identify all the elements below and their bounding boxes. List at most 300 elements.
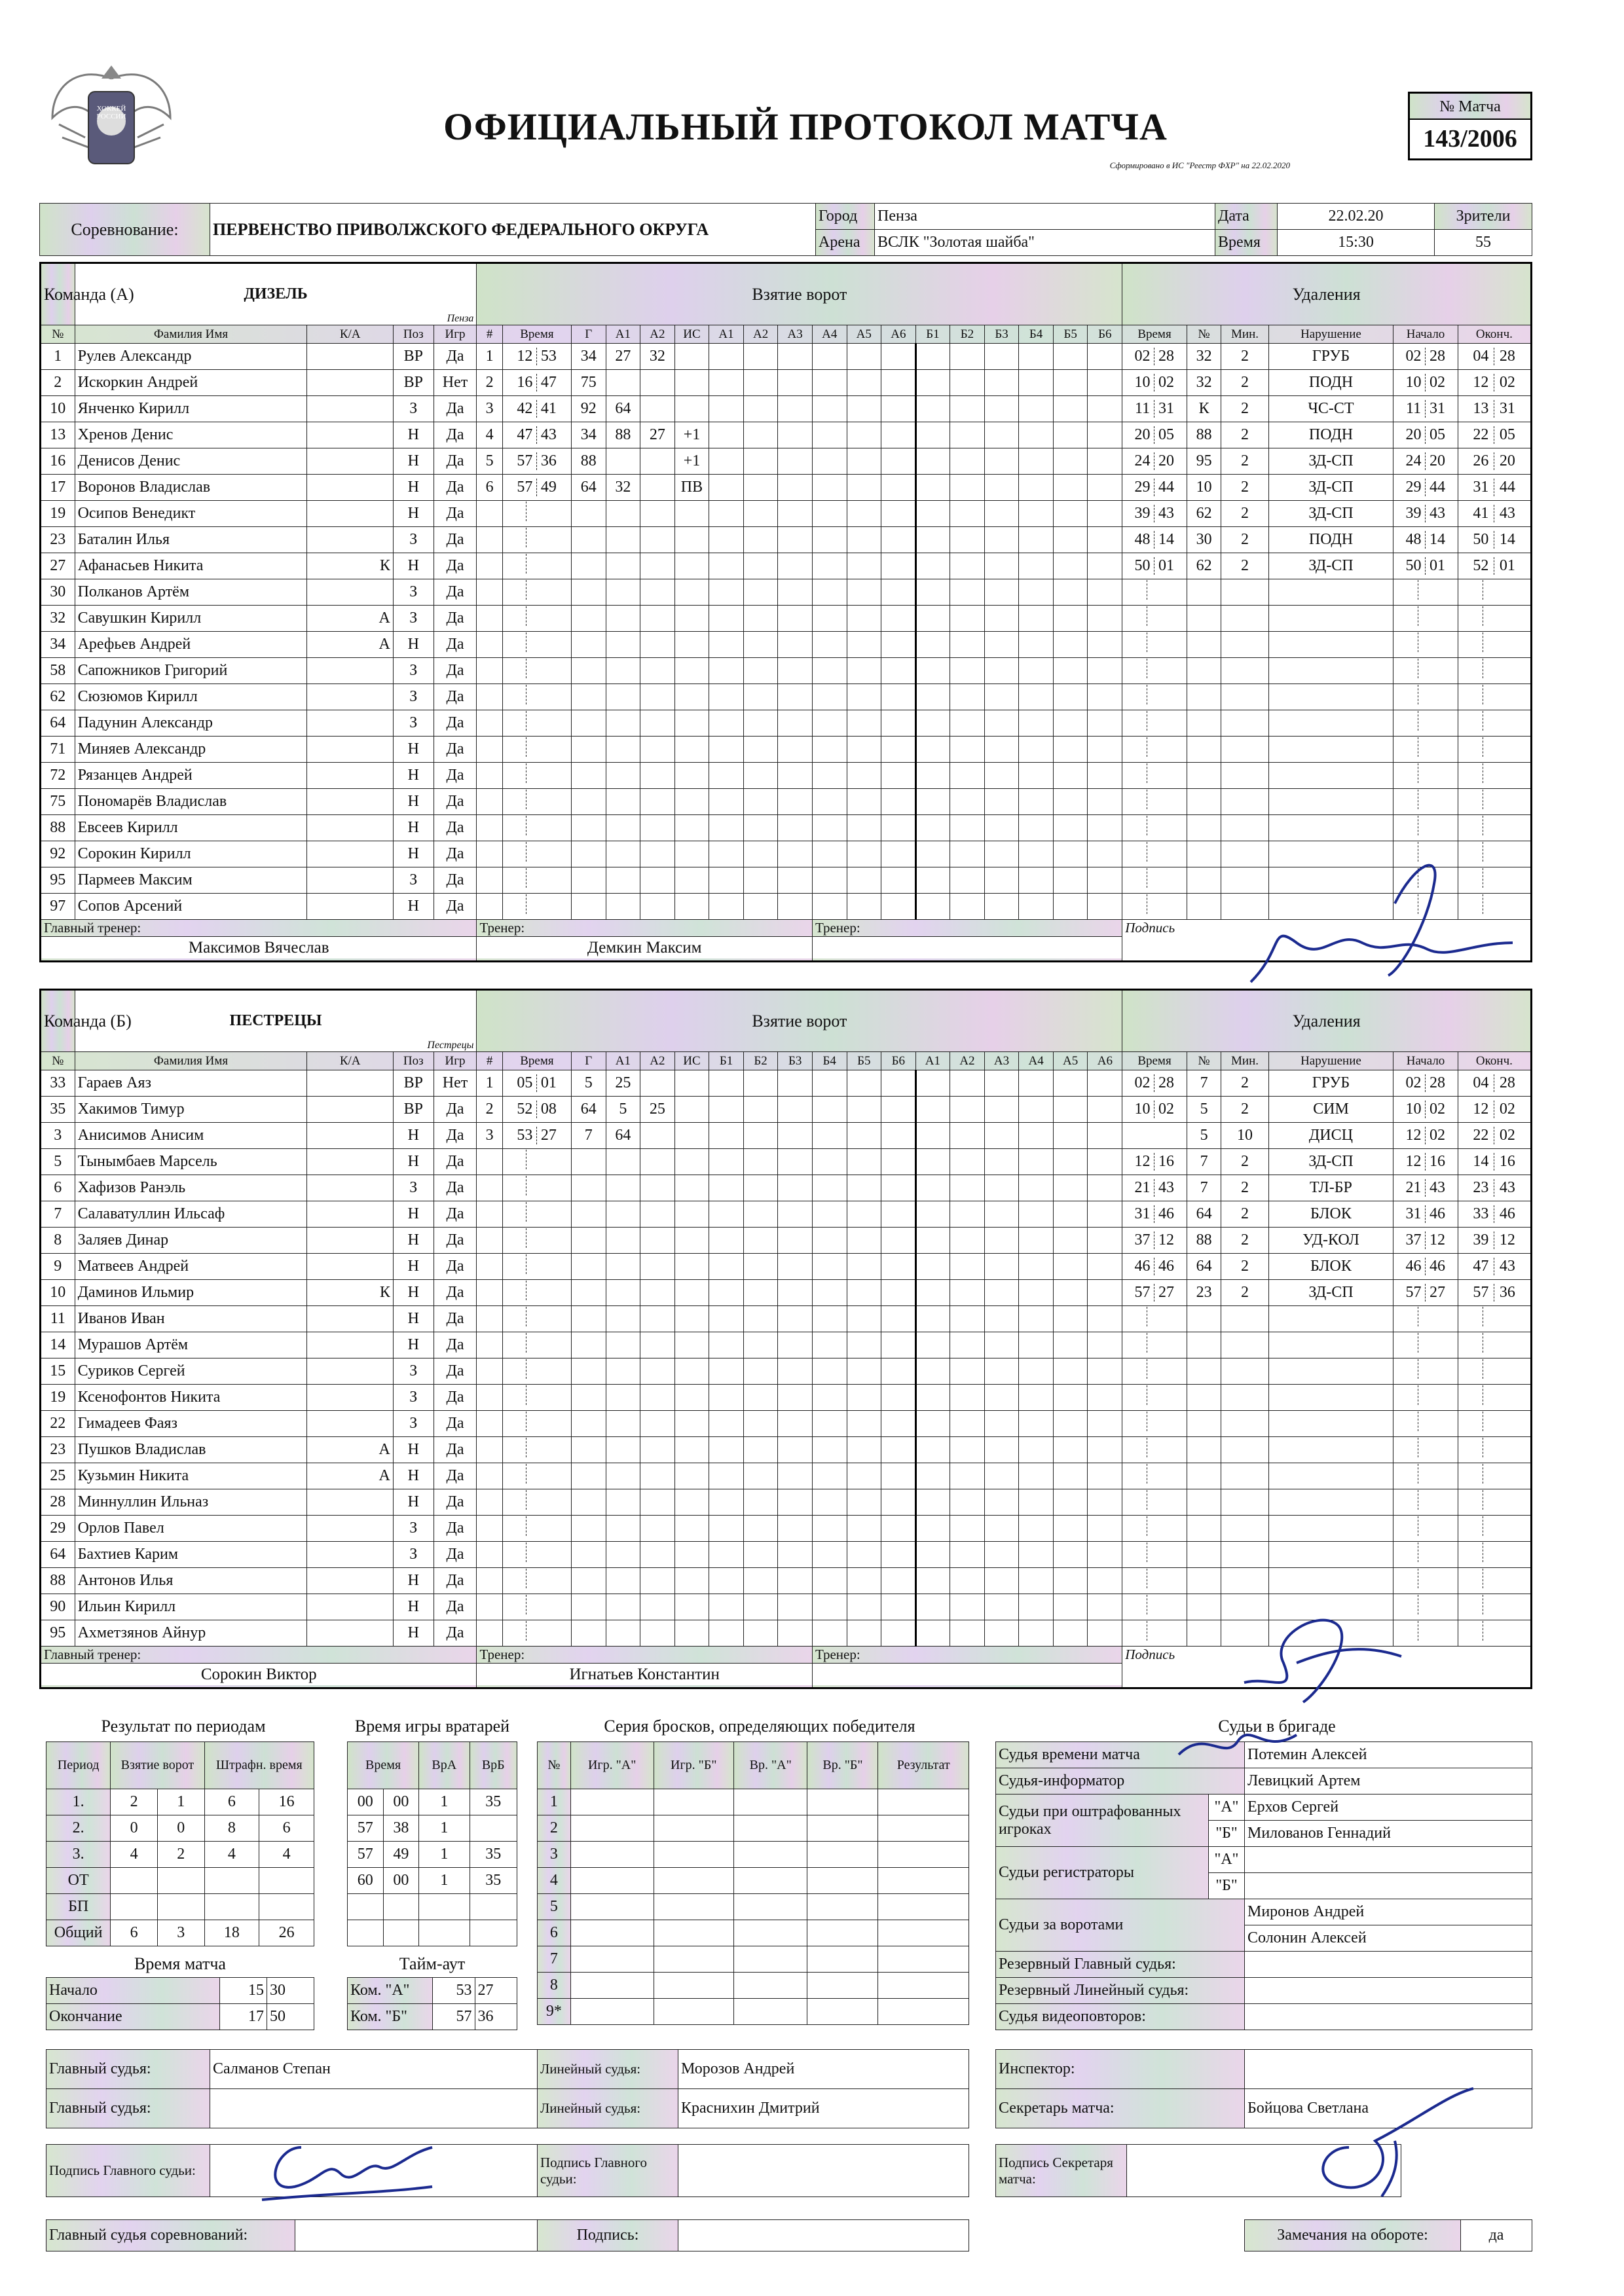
pen-end-sec: 16 <box>1499 1153 1515 1170</box>
player-played: Да <box>434 867 477 894</box>
shootout-no: 4 <box>538 1868 571 1894</box>
player-pos: Н <box>393 1228 434 1254</box>
player-ka <box>307 1411 393 1437</box>
player-pos: Н <box>393 1123 434 1149</box>
player-row <box>41 1175 1532 1201</box>
gk-min: 57 <box>348 1815 384 1842</box>
goal-no: 4 <box>477 422 502 448</box>
player-ka <box>307 1620 393 1647</box>
player-name: Пономарёв Владислав <box>75 789 307 815</box>
pen-minutes: 2 <box>1221 1254 1268 1280</box>
pen-start <box>1393 396 1458 422</box>
teamB-coach-cell <box>477 1647 813 1688</box>
player-played: Да <box>434 1542 477 1568</box>
player-ka <box>307 422 393 448</box>
gk-b <box>470 1815 517 1842</box>
notes-value: да <box>1461 2220 1532 2251</box>
player-row <box>41 1358 1532 1385</box>
pen-player: 5 <box>1187 1097 1221 1123</box>
pen-time <box>1122 475 1187 501</box>
player-name: Тынымбаев Марсель <box>75 1149 307 1175</box>
teamA-h-ice-a-2: А3 <box>778 325 813 344</box>
player-number: 10 <box>41 396 75 422</box>
player-pos: Н <box>393 553 434 579</box>
teamB-h-ice-b-4: А5 <box>1053 1052 1088 1070</box>
goal-scorer: 7 <box>572 1123 606 1149</box>
teamA-h-pn_start: Начало <box>1393 325 1458 344</box>
player-row <box>41 1254 1532 1280</box>
pen-start-sec: 43 <box>1430 505 1446 522</box>
teamB-head-coach: Сорокин Виктор <box>41 1663 476 1685</box>
spectators-label: Зрители <box>1435 204 1532 230</box>
pen-player: 23 <box>1187 1280 1221 1306</box>
pen-end <box>1458 1070 1531 1097</box>
player-row <box>41 527 1532 553</box>
teamB-h-g_a2: А2 <box>640 1052 675 1070</box>
pen-minutes: 2 <box>1221 422 1268 448</box>
pen-infraction: ПОДН <box>1268 422 1393 448</box>
spectators: 55 <box>1435 230 1532 256</box>
pen-sec: 05 <box>1158 426 1175 443</box>
teamB-table <box>39 989 1532 1689</box>
player-row <box>41 763 1532 789</box>
goal-a1: 64 <box>606 396 640 422</box>
competition-label: Соревнование: <box>40 204 210 256</box>
pen-start-sec: 28 <box>1430 348 1446 365</box>
informer: Левицкий Артем <box>1245 1768 1532 1795</box>
player-played: Да <box>434 1332 477 1358</box>
player-number: 25 <box>41 1463 75 1489</box>
player-ka <box>307 1542 393 1568</box>
goal-is <box>674 370 709 396</box>
goal-time <box>502 1070 571 1097</box>
pen-end <box>1458 1123 1531 1149</box>
player-number: 92 <box>41 841 75 867</box>
teamA-h-ice-b-2: Б3 <box>984 325 1019 344</box>
player-played: Нет <box>434 370 477 396</box>
player-ka <box>307 1516 393 1542</box>
period-pim-a: 8 <box>204 1815 259 1842</box>
reg-label: Судьи регистраторы <box>996 1847 1209 1899</box>
player-ka <box>307 789 393 815</box>
period-goals-b: 2 <box>157 1842 204 1868</box>
player-row <box>41 1411 1532 1437</box>
player-name: Матвеев Андрей <box>75 1254 307 1280</box>
player-row <box>41 396 1532 422</box>
signature-secretary <box>1283 2082 1500 2200</box>
reg-b <box>1245 1873 1532 1899</box>
player-number: 33 <box>41 1070 75 1097</box>
player-played: Да <box>434 737 477 763</box>
pen-time <box>1122 1201 1187 1228</box>
player-ka <box>307 1489 393 1516</box>
player-ka <box>307 684 393 710</box>
player-name: Пармеев Максим <box>75 867 307 894</box>
timeout-a-m: 53 <box>433 1978 475 2004</box>
pen-minutes: 2 <box>1221 344 1268 370</box>
gk-sec: 49 <box>383 1842 419 1868</box>
pen-minutes: 2 <box>1221 475 1268 501</box>
period-goals-b <box>157 1894 204 1920</box>
player-name: Хакимов Тимур <box>75 1097 307 1123</box>
periods-h-goals: Взятие ворот <box>111 1742 204 1789</box>
pen-sec: 46 <box>1158 1258 1175 1275</box>
ref2-label: Главный судья: <box>46 2089 210 2128</box>
reserve-main-label: Резервный Главный судья: <box>996 1952 1245 1978</box>
player-number: 35 <box>41 1097 75 1123</box>
penbox-b: Милованов Геннадий <box>1245 1821 1532 1847</box>
signature-referee-panel <box>1166 1715 1310 1768</box>
pen-minutes: 2 <box>1221 1175 1268 1201</box>
teamB-h-g_a1: А1 <box>606 1052 640 1070</box>
pen-end-min: 33 <box>1468 1205 1494 1223</box>
player-ka: А <box>307 632 393 658</box>
player-played: Да <box>434 1411 477 1437</box>
pen-end-sec: 28 <box>1499 348 1515 365</box>
teamB-h-pn_end: Оконч. <box>1458 1052 1531 1070</box>
goal-sec: 27 <box>540 1127 557 1144</box>
goal-time <box>502 448 571 475</box>
player-row <box>41 606 1532 632</box>
player-row <box>41 684 1532 710</box>
teamA-h-g_time: Время <box>502 325 571 344</box>
teamA-h-ice-b-0: Б1 <box>915 325 950 344</box>
goal-a2 <box>640 448 675 475</box>
pen-min: 50 <box>1131 557 1154 575</box>
goal-min: 57 <box>513 452 537 470</box>
pen-end <box>1458 1228 1531 1254</box>
player-ka: К <box>307 1280 393 1306</box>
pen-player: 62 <box>1187 501 1221 527</box>
player-name: Сапожников Григорий <box>75 658 307 684</box>
player-ka: А <box>307 1463 393 1489</box>
teamB-h-ice-a-0: Б1 <box>709 1052 744 1070</box>
teamA-h-ice-a-5: А6 <box>881 325 916 344</box>
player-number: 19 <box>41 501 75 527</box>
pen-time <box>1122 553 1187 579</box>
period-pim-a: 4 <box>204 1842 259 1868</box>
pen-start-min: 50 <box>1402 557 1426 575</box>
player-pos: Н <box>393 763 434 789</box>
period-pim-a <box>204 1868 259 1894</box>
player-number: 16 <box>41 448 75 475</box>
pen-end-sec: 02 <box>1499 1101 1515 1118</box>
teamA-h-ice-a-4: А5 <box>847 325 881 344</box>
player-ka <box>307 344 393 370</box>
player-name: Иванов Иван <box>75 1306 307 1332</box>
pen-end-sec: 43 <box>1499 1179 1515 1196</box>
player-name: Рязанцев Андрей <box>75 763 307 789</box>
teamB-h-pn_inf: Нарушение <box>1268 1052 1393 1070</box>
pen-start <box>1393 370 1458 396</box>
teamB-h-p_name: Фамилия Имя <box>75 1052 307 1070</box>
goal-is <box>674 1097 709 1123</box>
pen-end <box>1458 422 1531 448</box>
teamA-h-ice-a-3: А4 <box>812 325 847 344</box>
teamB-h-pn_time: Время <box>1122 1052 1187 1070</box>
pen-minutes: 2 <box>1221 1097 1268 1123</box>
officials-table <box>46 2049 969 2128</box>
pen-time <box>1122 527 1187 553</box>
teamA-h-g_g: Г <box>572 325 606 344</box>
period-pim-b <box>259 1868 314 1894</box>
player-name: Афанасьев Никита <box>75 553 307 579</box>
player-number: 29 <box>41 1516 75 1542</box>
player-played: Да <box>434 1306 477 1332</box>
shootout-no: 5 <box>538 1894 571 1920</box>
shootout-table <box>537 1741 969 2025</box>
shootout-row <box>538 1789 969 1815</box>
city: Пенза <box>875 204 1215 230</box>
goal-sec: 08 <box>540 1101 557 1118</box>
pen-start-sec: 46 <box>1430 1205 1446 1222</box>
shootout-h-3: Вр. "А" <box>733 1742 807 1789</box>
teamA-h-g_is: ИС <box>674 325 709 344</box>
pen-minutes: 2 <box>1221 396 1268 422</box>
player-played: Да <box>434 1463 477 1489</box>
player-pos: Н <box>393 1332 434 1358</box>
player-played: Да <box>434 1254 477 1280</box>
pen-end-min: 31 <box>1468 479 1494 496</box>
pen-player: 95 <box>1187 448 1221 475</box>
goal-no: 5 <box>477 448 502 475</box>
player-number: 64 <box>41 710 75 737</box>
pen-end <box>1458 1175 1531 1201</box>
player-row <box>41 632 1532 658</box>
player-name: Сопов Арсений <box>75 894 307 920</box>
player-number: 32 <box>41 606 75 632</box>
match-time-table <box>46 1977 314 2030</box>
period-pim-b <box>259 1894 314 1920</box>
period-goals-b <box>157 1868 204 1894</box>
period-goals-b: 3 <box>157 1920 204 1946</box>
gk-sec <box>383 1894 419 1920</box>
goal-is: +1 <box>674 448 709 475</box>
goal-min: 05 <box>513 1074 537 1092</box>
pen-time <box>1122 1280 1187 1306</box>
goal-a2: 32 <box>640 344 675 370</box>
pen-start <box>1393 527 1458 553</box>
goal-no: 2 <box>477 1097 502 1123</box>
teamB-coach2-label: Тренер: <box>815 1647 860 1662</box>
gk-min <box>348 1920 384 1946</box>
pen-player: 10 <box>1187 475 1221 501</box>
pen-player: 88 <box>1187 1228 1221 1254</box>
goal-min: 42 <box>513 400 537 418</box>
player-name: Кузьмин Никита <box>75 1463 307 1489</box>
player-number: 17 <box>41 475 75 501</box>
goal-no: 3 <box>477 1123 502 1149</box>
pen-end-sec: 31 <box>1499 400 1515 417</box>
goal-is: +1 <box>674 422 709 448</box>
periods-table <box>46 1741 314 1946</box>
player-row <box>41 1516 1532 1542</box>
period-name: БП <box>46 1894 111 1920</box>
player-name: Арефьев Андрей <box>75 632 307 658</box>
player-pos: З <box>393 527 434 553</box>
goal-a1: 88 <box>606 422 640 448</box>
player-pos: Н <box>393 1149 434 1175</box>
pen-start-min: 11 <box>1402 400 1426 418</box>
player-played: Да <box>434 579 477 606</box>
player-row <box>41 448 1532 475</box>
pen-start-min: 57 <box>1402 1284 1426 1302</box>
pen-infraction: УД-КОЛ <box>1268 1228 1393 1254</box>
teamB-team-label: Команда (Б) <box>41 990 75 1052</box>
player-number: 10 <box>41 1280 75 1306</box>
pen-end-sec: 01 <box>1499 557 1515 574</box>
period-row <box>46 1868 314 1894</box>
pen-minutes: 2 <box>1221 501 1268 527</box>
teamB-head-coach-cell <box>41 1647 477 1688</box>
teamA-h-g_a2: А2 <box>640 325 675 344</box>
player-name: Осипов Венедикт <box>75 501 307 527</box>
teamB-h-g_no: # <box>477 1052 502 1070</box>
player-number: 2 <box>41 370 75 396</box>
timeout-title: Тайм-аут <box>399 1954 466 1973</box>
shootout-no: 9* <box>538 1999 571 2025</box>
pen-player: 64 <box>1187 1201 1221 1228</box>
player-played: Да <box>434 1620 477 1647</box>
teamA-h-p_no: № <box>41 325 75 344</box>
player-number: 19 <box>41 1385 75 1411</box>
player-played: Да <box>434 1175 477 1201</box>
player-pos: Н <box>393 1489 434 1516</box>
player-pos: З <box>393 396 434 422</box>
teamA-h-pn_time: Время <box>1122 325 1187 344</box>
player-name: Бахтиев Карим <box>75 1542 307 1568</box>
pen-minutes: 2 <box>1221 553 1268 579</box>
player-number: 7 <box>41 1201 75 1228</box>
player-number: 71 <box>41 737 75 763</box>
teamA-team-name <box>75 263 477 325</box>
player-ka <box>307 815 393 841</box>
player-played: Да <box>434 894 477 920</box>
gk-min <box>348 1894 384 1920</box>
pen-start-sec: 46 <box>1430 1258 1446 1275</box>
player-played: Да <box>434 1097 477 1123</box>
player-name: Хренов Денис <box>75 422 307 448</box>
timeout-b-m: 57 <box>433 2004 475 2030</box>
notes-label: Замечания на обороте: <box>1245 2220 1461 2251</box>
goal-min: 52 <box>513 1101 537 1118</box>
pen-end-sec: 20 <box>1499 452 1515 469</box>
player-row <box>41 1306 1532 1332</box>
player-pos: ВР <box>393 370 434 396</box>
gk-min: 60 <box>348 1868 384 1894</box>
player-row <box>41 1070 1532 1097</box>
goal-sec: 41 <box>540 400 557 417</box>
pen-end-sec: 12 <box>1499 1231 1515 1248</box>
pen-start <box>1393 553 1458 579</box>
player-name: Салаватуллин Ильсаф <box>75 1201 307 1228</box>
player-row <box>41 1201 1532 1228</box>
goal-no: 6 <box>477 475 502 501</box>
goal-a2 <box>640 475 675 501</box>
shootout-no: 1 <box>538 1789 571 1815</box>
penbox-a: Ерхов Сергей <box>1245 1795 1532 1821</box>
pen-start-min: 48 <box>1402 531 1426 549</box>
goal-a1: 5 <box>606 1097 640 1123</box>
teamB-pens-title: Удаления <box>1122 990 1532 1052</box>
player-row <box>41 1463 1532 1489</box>
signature-main-referee <box>249 2121 445 2206</box>
period-goals-b: 1 <box>157 1789 204 1815</box>
teamB-h-ice-b-0: А1 <box>915 1052 950 1070</box>
teamA-h-ice-b-5: Б6 <box>1088 325 1122 344</box>
pen-end-sec: 44 <box>1499 479 1515 496</box>
goal-is <box>674 1070 709 1097</box>
player-row <box>41 737 1532 763</box>
player-played: Да <box>434 1358 477 1385</box>
player-ka: К <box>307 553 393 579</box>
player-number: 13 <box>41 422 75 448</box>
gk-sec <box>383 1920 419 1946</box>
pen-minutes: 2 <box>1221 527 1268 553</box>
pen-sec: 14 <box>1158 531 1175 548</box>
pen-start-min: 21 <box>1402 1179 1426 1197</box>
player-number: 30 <box>41 579 75 606</box>
pen-end <box>1458 475 1531 501</box>
player-ka <box>307 448 393 475</box>
player-played: Да <box>434 763 477 789</box>
teamB-head-coach-label: Главный тренер: <box>44 1647 141 1662</box>
player-number: 15 <box>41 1358 75 1385</box>
reg-a-tag: "А" <box>1209 1847 1245 1873</box>
informer-label: Судья-информатор <box>996 1768 1245 1795</box>
generated-note: Сформировано в ИС "Реестр ФХР" на 22.02.2020 <box>1109 160 1290 170</box>
pen-start-sec: 16 <box>1430 1153 1446 1170</box>
goal-a2 <box>640 370 675 396</box>
date: 22.02.20 <box>1278 204 1435 230</box>
goal-a2: 27 <box>640 422 675 448</box>
teamB-h-ice-a-1: Б2 <box>743 1052 778 1070</box>
player-played: Да <box>434 789 477 815</box>
pen-start-min: 37 <box>1402 1231 1426 1249</box>
goal-a1: 25 <box>606 1070 640 1097</box>
goal-sec: 49 <box>540 479 557 496</box>
sig-ref2-label: Подпись Главного судьи: <box>538 2145 678 2197</box>
pen-player: 5 <box>1187 1123 1221 1149</box>
player-played: Да <box>434 710 477 737</box>
pen-time <box>1122 422 1187 448</box>
pen-infraction: ЗД-СП <box>1268 475 1393 501</box>
player-pos: Н <box>393 1620 434 1647</box>
player-ka <box>307 1385 393 1411</box>
pen-minutes: 2 <box>1221 1201 1268 1228</box>
teamB-coach: Игнатьев Константин <box>477 1663 812 1685</box>
player-row <box>41 1149 1532 1175</box>
pen-player: 7 <box>1187 1070 1221 1097</box>
ref1-label: Главный судья: <box>46 2050 210 2089</box>
pen-end-sec: 05 <box>1499 426 1515 443</box>
pen-start <box>1393 1070 1458 1097</box>
competition-info <box>39 203 1532 256</box>
shootout-row <box>538 1946 969 1973</box>
teamA-h-pn_min: Мин. <box>1221 325 1268 344</box>
penbox-a-tag: "А" <box>1209 1795 1245 1821</box>
shootout-no: 2 <box>538 1815 571 1842</box>
player-number: 14 <box>41 1332 75 1358</box>
teamB-h-p_play: Игр <box>434 1052 477 1070</box>
pen-start-sec: 27 <box>1430 1284 1446 1301</box>
match-number: 143/2006 <box>1423 125 1517 153</box>
player-played: Да <box>434 396 477 422</box>
player-name: Антонов Илья <box>75 1568 307 1594</box>
player-pos: З <box>393 1411 434 1437</box>
shootout-h-0: № <box>538 1742 571 1789</box>
federation-logo <box>39 59 183 190</box>
